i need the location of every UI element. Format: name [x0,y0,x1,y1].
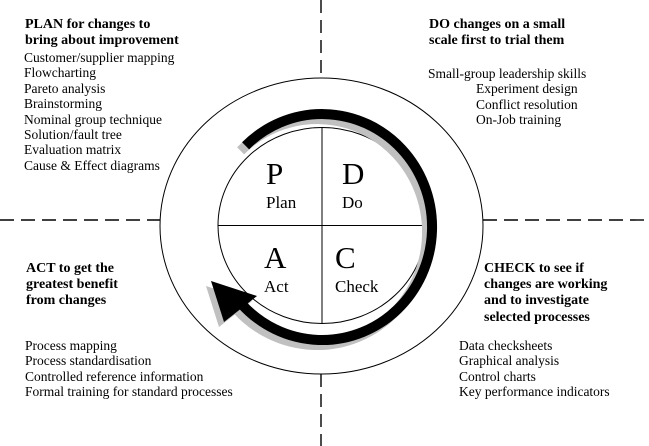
text-line: Graphical analysis [459,353,560,369]
text-line: selected processes [484,309,590,325]
text-line: and to investigate [484,293,589,309]
quadrant-word-check: Check [335,277,379,296]
text-line: PLAN for changes to [25,17,151,32]
text-line: from changes [26,293,107,309]
text-line: Customer/supplier mapping [24,50,175,65]
text-line: Process standardisation [25,353,152,369]
text-line: Key performance indicators [459,384,610,400]
text-line: greatest benefit [26,277,118,293]
quadrant-letter-plan: P [266,156,284,191]
plan-tools-list [24,50,174,173]
text-line: Formal training for standard processes [25,384,233,400]
text-line: Control charts [459,368,536,384]
check-heading [484,261,607,326]
text-line: CHECK to see if [484,261,584,276]
act-tools-list [25,338,233,400]
text-line: Evaluation matrix [24,142,122,158]
quadrant-label-act [264,242,289,295]
text-line: Conflict resolution [476,96,578,112]
plan-heading [25,17,179,49]
text-line: Cause & Effect diagrams [24,157,160,173]
text-line: Experiment design [476,81,578,97]
quadrant-letter-act: A [264,240,287,275]
text-line: Flowcharting [24,65,96,81]
check-tools-list [459,338,610,400]
quadrant-word-do: Do [342,193,363,212]
quadrant-letter-check: C [335,240,356,275]
text-line: bring about improvement [25,33,179,49]
text-line: changes are working [484,277,608,293]
text-line: Brainstorming [24,96,102,112]
act-heading [26,261,118,310]
quadrant-word-plan: Plan [266,193,297,212]
text-line: Process mapping [25,338,117,353]
text-line: Data checksheets [459,338,553,353]
quadrant-label-plan [266,158,296,211]
text-line: Solution/fault tree [24,127,122,143]
cycle-arrow-arc [242,114,432,340]
quadrant-label-check [335,242,378,295]
do-tools-list [428,66,586,128]
text-line: Small-group leadership skills [428,66,587,81]
text-line: DO changes on a small [429,17,566,32]
do-heading [429,17,565,49]
text-line: ACT to get the [26,261,115,276]
text-line: scale first to trial them [429,33,565,49]
text-line: Controlled reference information [25,368,204,384]
text-line: On-Job training [476,112,562,128]
text-line: Pareto analysis [24,80,106,96]
quadrant-letter-do: D [342,156,365,191]
quadrant-word-act: Act [264,277,289,296]
text-line: Nominal group technique [24,111,162,127]
quadrant-label-do [342,158,364,211]
